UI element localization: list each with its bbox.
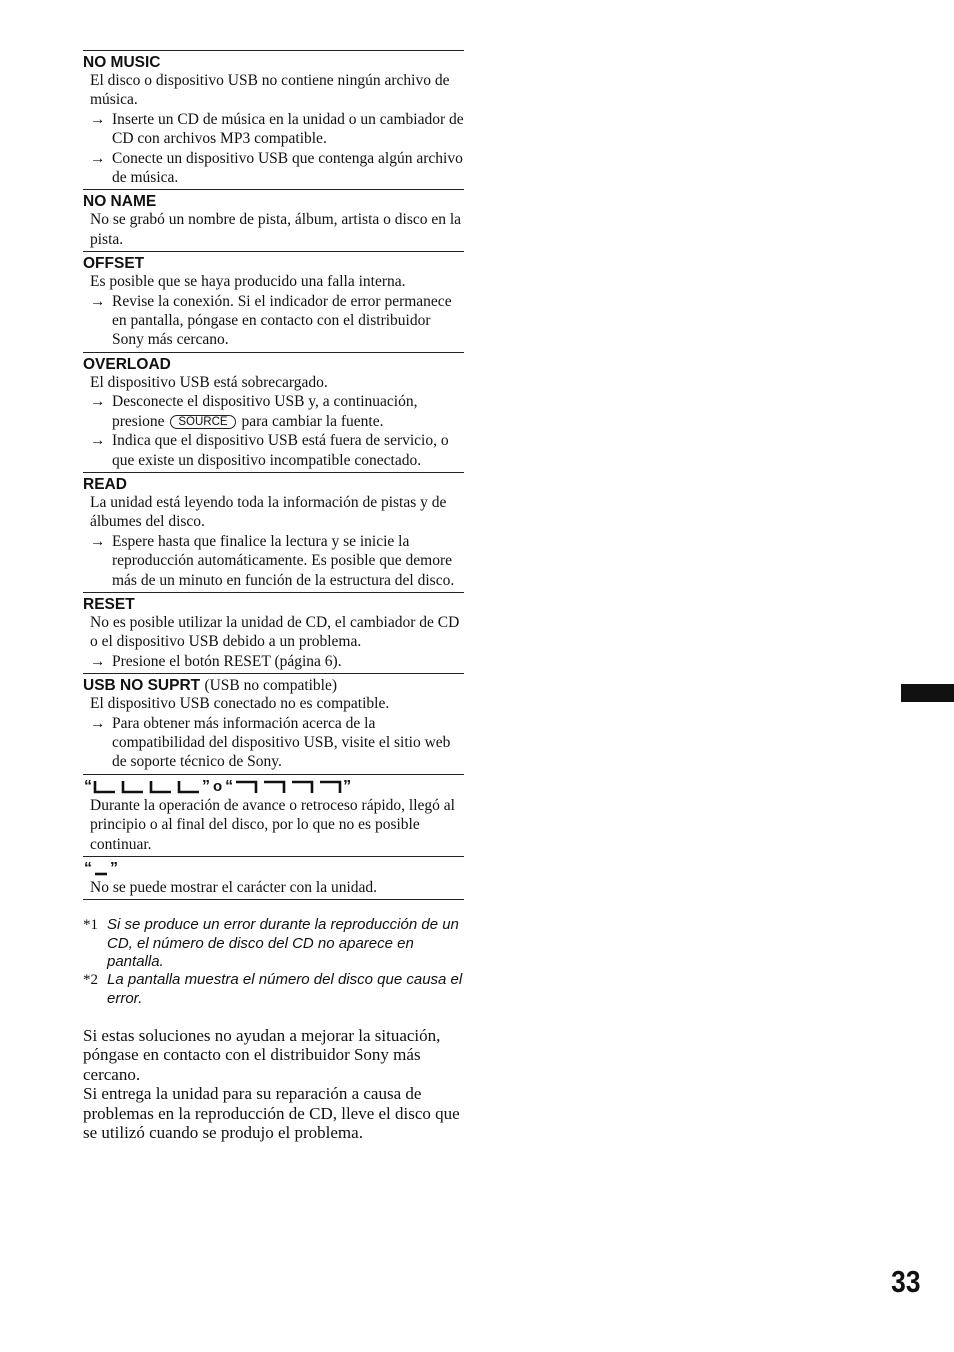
entry-undisplayable-char (83, 856, 464, 900)
entry-description: El dispositivo USB está sobrecargado. (90, 373, 328, 391)
remedy-item: → Presione el botón RESET (página 6). (90, 652, 342, 670)
remedy-item: → Para obtener más información acerca de la compatibilidad del dispositivo USB, visite el sitio web de soporte técnico de Sony. (90, 714, 451, 771)
entry-seek-limit (83, 774, 464, 856)
entry-heading: USB NO SUPRT (USB no compatible) (83, 677, 338, 695)
closing-text (83, 1026, 464, 1143)
entry-heading: READ (83, 475, 127, 493)
entry-reset (83, 592, 464, 673)
entry-heading: NO MUSIC (83, 54, 161, 71)
arrow-icon: → (90, 110, 106, 128)
underscore-char-icon (93, 862, 109, 876)
entry-heading: OFFSET (83, 255, 145, 273)
footnote (83, 916, 464, 971)
footnote-marker: *2 (83, 972, 98, 989)
remedy-item: → Conecte un dispositivo USB que contenga algún archivo de música. (90, 149, 463, 187)
section-tab-marker (901, 684, 954, 702)
entry-heading: NO NAME (83, 193, 157, 211)
footnote-text: Si se produce un error durante la reproducción de un CD, el número de disco del CD no aparece en pantalla. (107, 916, 459, 970)
entry-description: Es posible que se haya producido una falla interna. (90, 273, 406, 291)
disc-end-indicator-icon (234, 780, 342, 794)
entry-no-music (83, 50, 464, 189)
arrow-icon: → (90, 149, 106, 167)
arrow-icon: → (90, 292, 106, 310)
entry-description: El dispositivo USB conectado no es compatible. (90, 695, 390, 713)
remedy-item: → Espere hasta que finalice la lectura y se inicie la reproducción automáticamente. Es posible que demore más de un minuto en función de la estructura del disco. (90, 532, 455, 589)
entry-heading: OVERLOAD (83, 355, 171, 373)
disc-start-indicator-icon (93, 780, 201, 794)
footnote-marker: *1 (83, 917, 98, 934)
footnote (83, 971, 464, 1008)
entry-description: No se grabó un nombre de pista, álbum, artista o disco en la pista. (90, 211, 462, 248)
entry-description: El disco o dispositivo USB no contiene ningún archivo de música. (90, 72, 450, 109)
entry-no-name (83, 189, 464, 251)
page-number: 33 (890, 1264, 920, 1299)
entry-heading: RESET (83, 595, 135, 613)
entry-description: No se puede mostrar el carácter con la unidad. (90, 879, 378, 896)
arrow-icon: → (90, 652, 106, 670)
closing-paragraph: Si estas soluciones no ayudan a mejorar la situación, póngase en contacto con el distribuidor Sony más cercano. (83, 1025, 441, 1084)
footnotes (83, 916, 464, 1007)
entry-read (83, 472, 464, 592)
heading-suffix: (USB no compatible) (204, 677, 338, 695)
entry-heading: “ ” (84, 860, 118, 877)
entry-description: La unidad está leyendo toda la información de pistas y de álbumes del disco. (90, 493, 447, 531)
remedy-item: → Revise la conexión. Si el indicador de error permanece en pantalla, póngase en contacto con el distribuidor Sony más cercano. (90, 292, 452, 349)
arrow-icon: → (90, 393, 106, 411)
entry-heading: “ ” o “ ” (84, 777, 352, 795)
remedy-item: → Indica que el dispositivo USB está fuera de servicio, o que existe un dispositivo incompatible conectado. (90, 432, 449, 469)
entry-usb-no-suprt (83, 673, 464, 774)
troubleshooting-column (83, 50, 464, 1143)
arrow-icon: → (90, 532, 106, 550)
closing-paragraph: Si entrega la unidad para su reparación a causa de problemas en la reproducción de CD, lleve el disco que se utilizó cuando se produjo el problema. (83, 1084, 460, 1143)
arrow-icon: → (90, 432, 106, 450)
arrow-icon: → (90, 714, 106, 732)
source-button-label: SOURCE (170, 415, 235, 429)
remedy-item: → Inserte un CD de música en la unidad o un cambiador de CD con archivos MP3 compatible. (90, 110, 464, 148)
entry-description: No es posible utilizar la unidad de CD, el cambiador de CD o el dispositivo USB debido a un problema. (90, 613, 460, 651)
entry-description: Durante la operación de avance o retroceso rápido, llegó al principio o al final del disco, por lo que no es posible continuar. (90, 796, 455, 853)
remedy-item: → Desconecte el dispositivo USB y, a continuación, presione SOURCE para cambiar la fuente. (90, 393, 418, 430)
entry-overload (83, 352, 464, 472)
footnote-text: La pantalla muestra el número del disco que causa el error. (107, 971, 463, 1007)
entry-offset (83, 251, 464, 352)
